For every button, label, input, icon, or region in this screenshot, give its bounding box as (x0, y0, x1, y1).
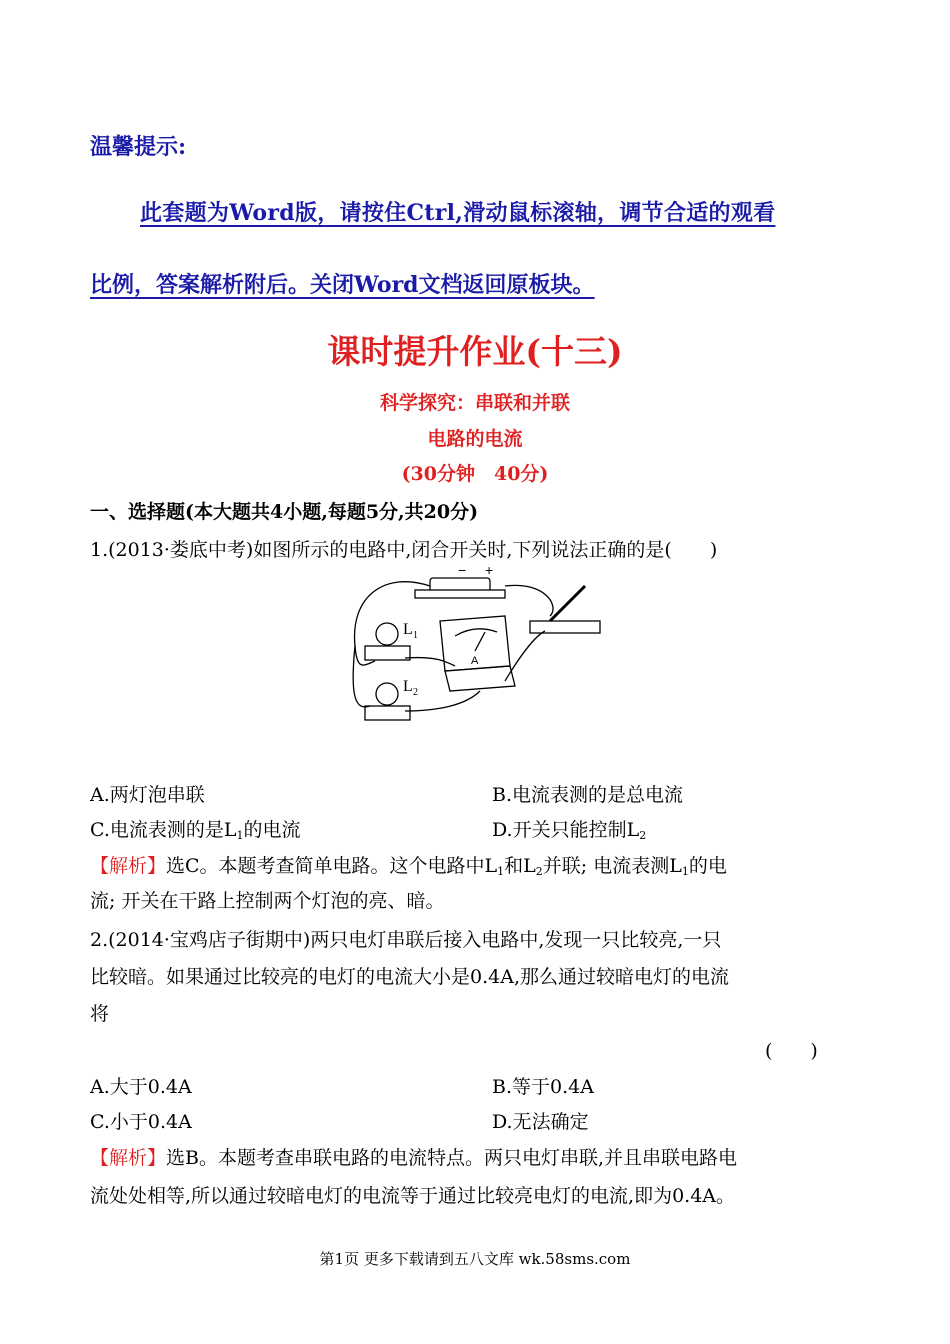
q1-analysis-line-1: 【解析】选C。本题考查简单电路。这个电路中$L_1$和$L_2$并联; 电流表测$L_1$的电 (90, 855, 727, 878)
q2-stem-3: 将 (90, 1003, 110, 1025)
tip-line-1: 此套题为Word版，请按住Ctrl,滑动鼠标滚轴，调节合适的观看 (140, 200, 776, 226)
battery-holder (415, 590, 505, 598)
q2-analysis-line-1: 【解析】选B。本题考查串联电路的电流特点。两只电灯串联,并且串联电路电 (90, 1147, 738, 1169)
bulb-l2 (376, 683, 398, 705)
time-score: (30分钟 40分) (401, 463, 549, 485)
l1-label-sub: 1 (413, 630, 418, 641)
page-title: 课时提升作业(十三) (327, 332, 623, 371)
tip-line-2: 比例，答案解析附后。关闭Word文档返回原板块。 (90, 272, 595, 298)
q1-stem: 1.(2013·娄底中考)如图所示的电路中,闭合开关时,下列说法正确的是( ) (90, 539, 718, 561)
bulb-l1 (376, 623, 398, 645)
switch-lever (550, 586, 585, 621)
q2-analysis-line-2: 流处处相等,所以通过较暗电灯的电流等于通过比较亮电灯的电流,即为0.4A。 (90, 1185, 736, 1207)
q2-option-a: A.大于0.4A (90, 1076, 192, 1098)
l1-label: L (403, 621, 413, 638)
q2-option-c: C.小于0.4A (90, 1111, 192, 1133)
circuit-diagram (345, 566, 625, 746)
battery-plus: + (485, 566, 494, 578)
q1-option-b: B.电流表测的是总电流 (492, 784, 684, 806)
section-heading: 一、选择题(本大题共4小题,每题5分,共20分) (90, 501, 479, 523)
analysis-tag: 【解析】 (90, 1147, 167, 1169)
ammeter-base (445, 666, 515, 691)
subtitle-topic: 科学探究：串联和并联 (379, 392, 570, 414)
wire-right (505, 585, 553, 616)
subtitle-lesson: 电路的电流 (427, 428, 523, 450)
q1-option-c: C.电流表测的是$L_1$的电流 (90, 819, 301, 842)
tip-title: 温馨提示: (90, 134, 187, 160)
l2-label: L (403, 678, 413, 695)
switch-base (530, 621, 600, 633)
bulb-l2-base (365, 706, 410, 720)
q2-option-b: B.等于0.4A (492, 1076, 594, 1098)
q1-option-d: D.开关只能控制$L_2$ (492, 819, 647, 842)
wire-meter-switch (505, 631, 545, 681)
analysis-tag: 【解析】 (90, 855, 167, 877)
ammeter-needle (475, 632, 485, 651)
q2-answer-paren: ( ) (765, 1040, 818, 1062)
page-footer: 第1页 更多下载请到五八文库 wk.58sms.com (319, 1250, 631, 1268)
ammeter-label: A (471, 655, 479, 667)
ammeter-scale (455, 629, 497, 636)
q2-stem-2: 比较暗。如果通过比较亮的电灯的电流大小是0.4A,那么通过较暗电灯的电流 (90, 966, 729, 988)
q2-stem-1: 2.(2014·宝鸡店子街期中)两只电灯串联后接入电路中,发现一只比较亮,一只 (90, 929, 722, 951)
q1-option-a: A.两灯泡串联 (90, 784, 205, 806)
l2-label-sub: 2 (413, 687, 418, 698)
wire-l1-meter (405, 658, 455, 666)
bulb-l1-base (365, 646, 410, 660)
q2-option-d: D.无法确定 (492, 1111, 589, 1133)
battery-minus: − (458, 566, 467, 578)
q1-analysis-line-2: 流; 开关在干路上控制两个灯泡的亮、暗。 (90, 890, 445, 912)
